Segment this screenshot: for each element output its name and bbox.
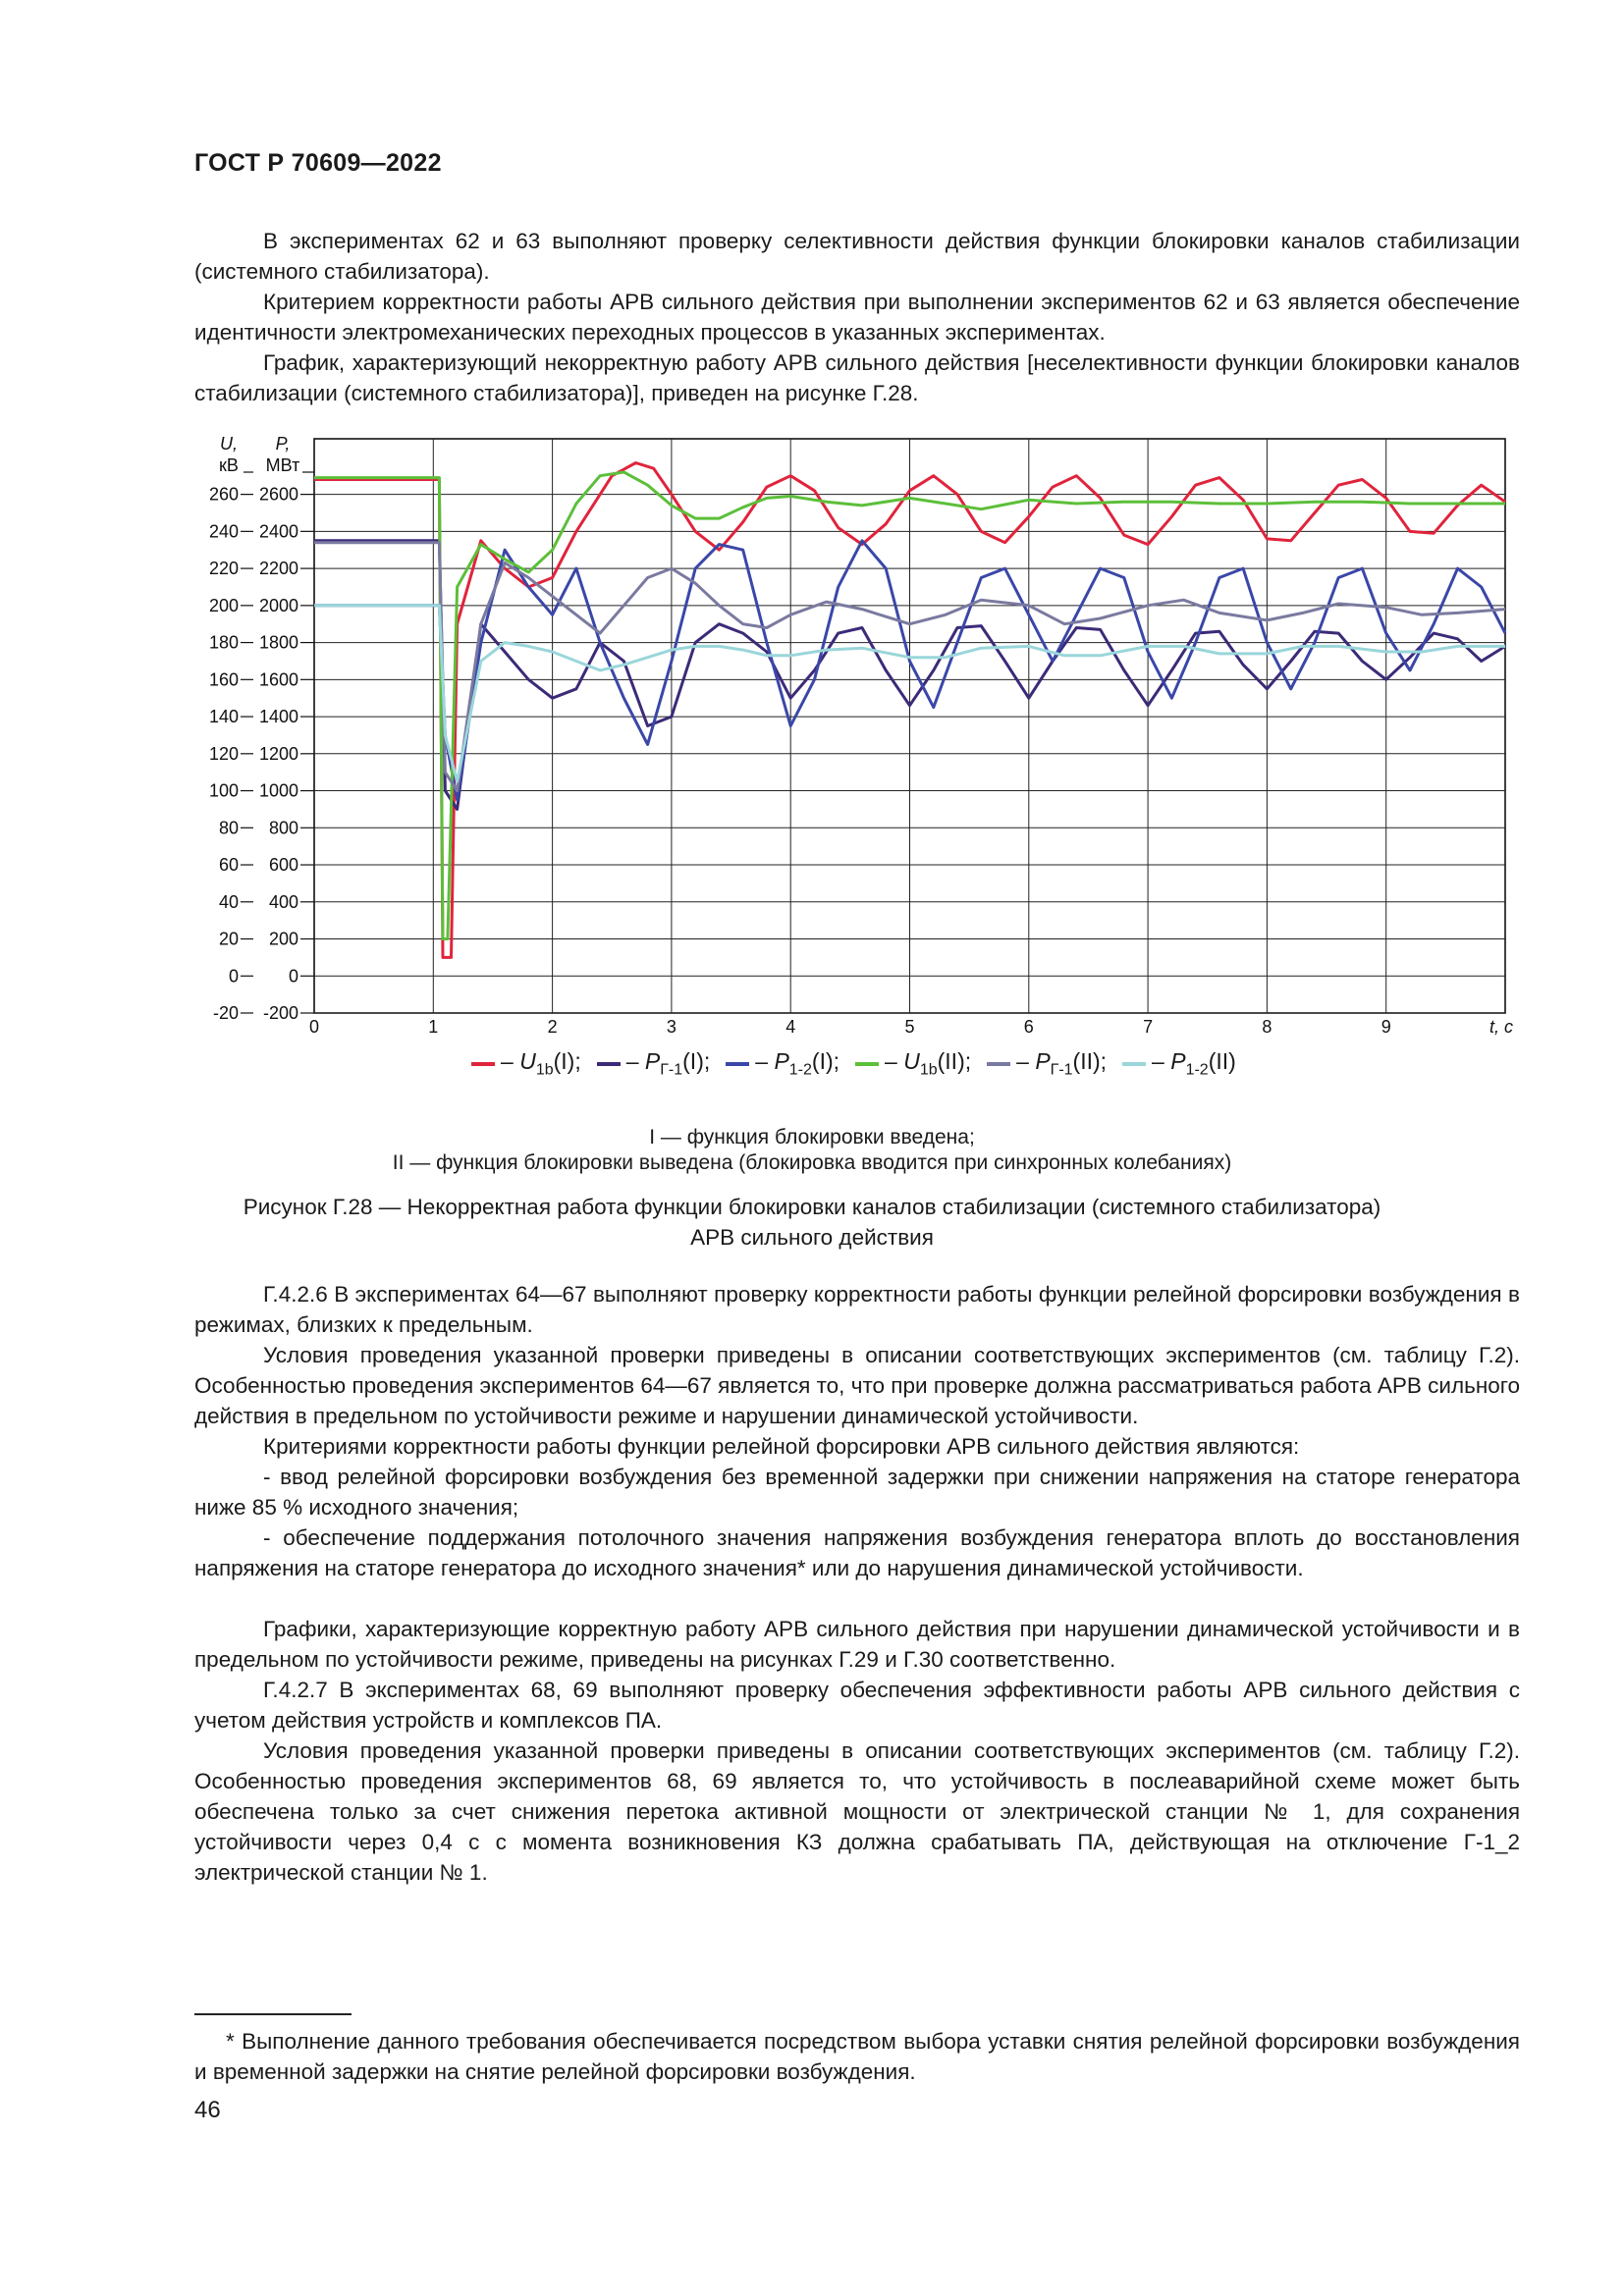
x-axis-label: t, c: [1489, 1017, 1513, 1037]
legend-swatch: [597, 1062, 621, 1066]
body-paragraph-8: Условия проведения указанной проверки приведены в описании соответствующих экспериментов (см. таблицу Г.2). Особенностью проведения экспериментов 68, 69 является то, что устойчивость в послеаварийной схеме может быть обеспечена только за счет снижения перетока активной мощности от электрической станции № 1, для сохранения устойчивости через 0,4 с с момента возникновения КЗ должна срабатывать ПА, действующая на отключение Г-1_2 электрической станции № 1.: [194, 1738, 1520, 1885]
y-left-tick-label: 100: [208, 780, 239, 801]
legend-item: [1122, 1048, 1236, 1080]
y-right-tick-label: 1200: [258, 743, 298, 764]
x-tick-label: 4: [785, 1017, 796, 1037]
y-right-tick-label: 600: [268, 855, 298, 876]
legend-swatch: [726, 1062, 749, 1066]
y-left-tick-label: 0: [228, 966, 239, 987]
y-left-tick-label: 40: [218, 891, 239, 912]
y-right-tick-label: 200: [268, 929, 298, 949]
y-right-tick-label: 1800: [258, 632, 298, 653]
figure-caption-line-2: АРВ сильного действия: [690, 1225, 934, 1250]
y-left-tick-label: 260: [208, 484, 239, 505]
y-left-tick-label: 220: [208, 559, 239, 579]
x-tick-label: 7: [1143, 1017, 1154, 1037]
y-right-axis-label: P,: [275, 434, 291, 454]
intro-paragraph-1: В экспериментах 62 и 63 выполняют проверку селективности действия функции блокировки каналов стабилизации (системного стабилизатора).: [194, 229, 1520, 284]
x-tick-label: 0: [308, 1017, 320, 1037]
y-left-tick-label: 140: [208, 707, 239, 727]
y-left-tick-label: 80: [218, 818, 239, 838]
chart-axes: [209, 434, 1513, 1037]
y-right-tick-label: 1600: [258, 669, 298, 690]
figure-caption-line-1: Рисунок Г.28 — Некорректная работа функции блокировки каналов стабилизации (системного стабилизатора): [243, 1195, 1381, 1219]
x-tick-label: 8: [1262, 1017, 1272, 1037]
y-right-tick-label: 2600: [258, 484, 298, 505]
y-left-tick-label: 20: [218, 929, 239, 949]
chart-legend: [471, 1048, 1252, 1080]
legend-item: [726, 1048, 839, 1080]
y-left-tick-label: 180: [208, 632, 239, 653]
y-left-tick-label: 200: [208, 595, 239, 615]
legend-label: – $P_{Г-1}(I)$;: [625, 1048, 711, 1079]
x-tick-label: 3: [666, 1017, 677, 1037]
legend-swatch: [987, 1062, 1010, 1066]
chart-grid: [314, 439, 1505, 1013]
y-left-tick-label: 160: [208, 669, 239, 690]
body-paragraph-3: Критериями корректности работы функции релейной форсировки АРВ сильного действия являются:: [263, 1434, 1300, 1459]
x-tick-label: 6: [1023, 1017, 1034, 1037]
y-right-axis-unit: МВт: [265, 455, 300, 475]
intro-paragraph-3: График, характеризующий некорректную работу АРВ сильного действия [неселективности функции блокировки каналов стабилизации (системного стабилизатора)], приведен на рисунке Г.28.: [194, 350, 1520, 405]
y-left-tick-label: -20: [212, 1003, 239, 1023]
figure-chart: [196, 430, 1532, 1039]
footnote-rule: [194, 2013, 352, 2015]
legend-swatch: [471, 1062, 495, 1066]
document-header: ГОСТ Р 70609—2022: [194, 149, 442, 177]
body-paragraph-1: Г.4.2.6 В экспериментах 64—67 выполняют проверку корректности работы функции релейной форсировки возбуждения в режимах, близких к предельным.: [194, 1282, 1520, 1337]
x-tick-label: 1: [428, 1017, 439, 1037]
legend-swatch: [855, 1062, 879, 1066]
body-paragraph-7: Г.4.2.7 В экспериментах 68, 69 выполняют проверку обеспечения эффективности работы АРВ сильного действия с учетом действия устройств и комплексов ПА.: [194, 1678, 1520, 1733]
legend-label: – $U_{1b}(II)$;: [885, 1048, 972, 1079]
y-right-tick-label: 1000: [258, 780, 298, 801]
body-paragraph-6: Графики, характеризующие корректную работу АРВ сильного действия при нарушении динамической устойчивости и в предельном по устойчивости режиме, приведены на рисунках Г.29 и Г.30 соответственно.: [194, 1617, 1520, 1672]
body-paragraph-4: - ввод релейной форсировки возбуждения без временной задержки при снижении напряжения на статоре генератора ниже 85 % исходного значения;: [194, 1465, 1520, 1520]
y-right-tick-label: -200: [262, 1003, 298, 1023]
intro-paragraph-2: Критерием корректности работы АРВ сильного действия при выполнении экспериментов 62 и 63 является обеспечение идентичности электромеханических переходных процессов в указанных экспериментах.: [194, 290, 1520, 345]
y-right-tick-label: 2400: [258, 521, 298, 542]
y-left-tick-label: 240: [208, 521, 239, 542]
x-tick-label: 9: [1380, 1017, 1391, 1037]
legend-item: [597, 1048, 711, 1080]
page-number: 46: [194, 2097, 221, 2123]
legend-label: – $U_{1b}(I)$;: [501, 1048, 581, 1079]
y-right-tick-label: 800: [268, 818, 298, 838]
legend-swatch: [1122, 1062, 1146, 1066]
body-paragraph-2: Условия проведения указанной проверки приведены в описании соответствующих экспериментов (см. таблицу Г.2). Особенностью проведения экспериментов 64—67 является то, что при проверке должна рассматриваться работа АРВ сильного действия в предельном по устойчивости режиме и нарушении динамической устойчивости.: [194, 1343, 1520, 1428]
footnote: * Выполнение данного требования обеспечивается посредством выбора уставки снятия релейной форсировки возбуждения и временной задержки на снятие релейной форсировки возбуждения.: [194, 2029, 1520, 2084]
legend-label: – $P_{1-2}(II)$: [1152, 1048, 1236, 1079]
legend-label: – $P_{Г-1}(II)$;: [1016, 1048, 1108, 1079]
body-paragraph-5: - обеспечение поддержания потолочного значения напряжения возбуждения генератора вплоть до восстановления напряжения на статоре генератора до исходного значения* или до нарушения динамической устойчивости.: [194, 1525, 1520, 1580]
legend-item: [471, 1048, 581, 1080]
legend-label: – $P_{1-2}(I)$;: [755, 1048, 840, 1079]
figure-note-2: II — функция блокировки выведена (блокировка вводится при синхронных колебаниях): [392, 1151, 1232, 1174]
figure-note-1: I — функция блокировки введена;: [649, 1126, 975, 1148]
y-right-tick-label: 2200: [258, 559, 298, 579]
y-left-tick-label: 120: [208, 743, 239, 764]
x-tick-label: 2: [547, 1017, 558, 1037]
y-left-tick-label: 60: [218, 855, 239, 876]
y-right-tick-label: 0: [288, 966, 298, 987]
y-right-tick-label: 400: [268, 891, 298, 912]
x-tick-label: 5: [904, 1017, 915, 1037]
y-left-axis-unit: кВ: [219, 455, 239, 475]
y-left-axis-label: U,: [220, 434, 238, 454]
legend-item: [855, 1048, 971, 1080]
y-right-tick-label: 2000: [258, 595, 298, 615]
legend-item: [987, 1048, 1107, 1080]
y-right-tick-label: 1400: [258, 707, 298, 727]
